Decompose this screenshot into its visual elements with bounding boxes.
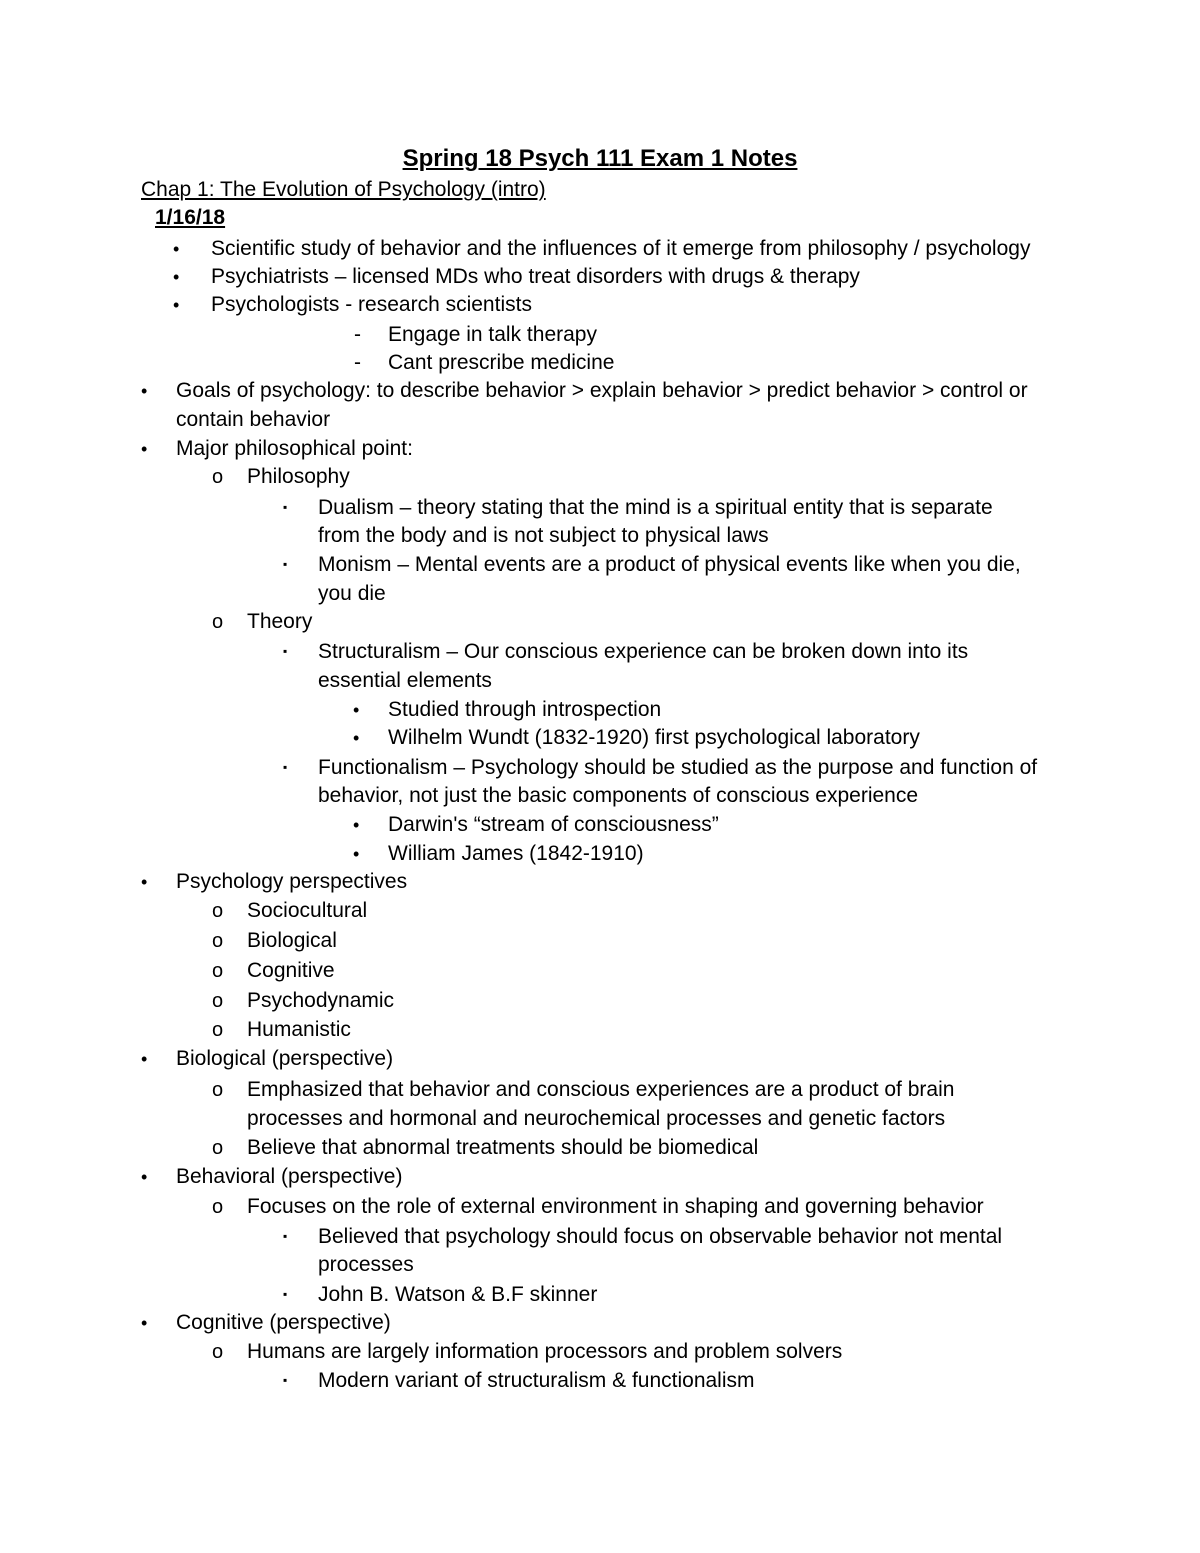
list-item-text: Cant prescribe medicine bbox=[388, 351, 615, 374]
list-item-text: essential elements bbox=[318, 669, 492, 692]
list-item-continuation bbox=[318, 1251, 414, 1279]
list-item bbox=[283, 638, 968, 668]
list-item-continuation bbox=[318, 522, 769, 550]
list-item-text: Dualism – theory stating that the mind is a spiritual entity that is separate bbox=[318, 496, 993, 519]
list-item-text: Cognitive bbox=[247, 959, 335, 982]
list-item-text: you die bbox=[318, 582, 386, 605]
bullet-square-icon: ▪ bbox=[283, 1373, 288, 1387]
bullet-disc-icon: • bbox=[173, 295, 180, 315]
list-item-text: Psychologists - research scientists bbox=[211, 293, 532, 316]
bullet-circle-icon: o bbox=[212, 1137, 224, 1159]
bullet-square-icon: ▪ bbox=[283, 644, 288, 658]
list-item-continuation bbox=[318, 782, 918, 810]
bullet-circle-icon: o bbox=[212, 1079, 224, 1101]
list-item bbox=[283, 551, 1021, 581]
list-item-text: Psychiatrists – licensed MDs who treat disorders with drugs & therapy bbox=[211, 265, 860, 288]
list-item bbox=[212, 927, 337, 955]
list-item bbox=[212, 1016, 351, 1044]
bullet-disc-icon: • bbox=[141, 872, 148, 892]
list-item-text: Functionalism – Psychology should be studied as the purpose and function of bbox=[318, 756, 1038, 779]
list-item-text: Emphasized that behavior and conscious experiences are a product of brain bbox=[247, 1078, 955, 1101]
list-item-continuation bbox=[318, 667, 492, 695]
list-item bbox=[283, 1223, 1002, 1253]
list-item-text: Biological (perspective) bbox=[176, 1047, 394, 1070]
page-title: Spring 18 Psych 111 Exam 1 Notes bbox=[402, 145, 798, 172]
list-item bbox=[283, 1281, 597, 1311]
list-item-text: Darwin's “stream of consciousness” bbox=[388, 813, 719, 836]
bullet-disc-icon: • bbox=[141, 439, 148, 459]
bullet-disc-icon: • bbox=[353, 844, 360, 864]
list-item-text: Behavioral (perspective) bbox=[176, 1165, 403, 1188]
list-item-text: Monism – Mental events are a product of physical events like when you die, bbox=[318, 553, 1021, 576]
bullet-dash-icon: - bbox=[354, 351, 361, 374]
list-item bbox=[141, 868, 407, 896]
bullet-circle-icon: o bbox=[212, 1019, 224, 1041]
bullet-circle-icon: o bbox=[212, 990, 224, 1012]
bullet-disc-icon: • bbox=[173, 239, 180, 259]
list-item bbox=[283, 1367, 755, 1397]
list-item-text: Psychology perspectives bbox=[176, 870, 408, 893]
list-item-continuation bbox=[318, 580, 386, 608]
list-item-text: Goals of psychology: to describe behavior > explain behavior > predict behavior > control or bbox=[176, 379, 1028, 402]
list-item-text: Theory bbox=[247, 610, 313, 633]
bullet-circle-icon: o bbox=[212, 1196, 224, 1218]
list-item-text: Humans are largely information processors and problem solvers bbox=[247, 1340, 843, 1363]
list-item bbox=[212, 1338, 842, 1366]
chapter-heading: Chap 1: The Evolution of Psychology (intro) bbox=[141, 178, 546, 201]
bullet-disc-icon: • bbox=[141, 1049, 148, 1069]
list-item bbox=[212, 957, 335, 985]
list-item bbox=[212, 987, 394, 1015]
list-item-continuation bbox=[176, 406, 330, 434]
list-item bbox=[354, 321, 597, 349]
list-item bbox=[173, 263, 860, 291]
list-item-text: Scientific study of behavior and the influences of it emerge from philosophy / psychology bbox=[211, 237, 1031, 260]
list-item bbox=[212, 1193, 984, 1221]
list-item bbox=[173, 235, 1030, 263]
list-item-text: Major philosophical point: bbox=[176, 437, 413, 460]
bullet-square-icon: ▪ bbox=[283, 557, 288, 571]
list-item bbox=[354, 349, 614, 377]
list-item-text: Studied through introspection bbox=[388, 698, 662, 721]
bullet-disc-icon: • bbox=[141, 1313, 148, 1333]
list-item-text: Engage in talk therapy bbox=[388, 323, 597, 346]
list-item bbox=[353, 840, 644, 868]
list-item-text: Philosophy bbox=[247, 465, 350, 488]
bullet-disc-icon: • bbox=[353, 815, 360, 835]
list-item-text: from the body and is not subject to physical laws bbox=[318, 524, 769, 547]
bullet-disc-icon: • bbox=[173, 267, 180, 287]
list-item-text: Structuralism – Our conscious experience can be broken down into its bbox=[318, 640, 969, 663]
bullet-disc-icon: • bbox=[353, 700, 360, 720]
list-item-text: John B. Watson & B.F skinner bbox=[318, 1283, 598, 1306]
list-item bbox=[212, 1134, 758, 1162]
list-item bbox=[353, 724, 920, 752]
list-item-text: contain behavior bbox=[176, 408, 331, 431]
list-item bbox=[212, 463, 350, 491]
list-item bbox=[141, 1163, 402, 1191]
bullet-disc-icon: • bbox=[141, 381, 148, 401]
list-item-text: Sociocultural bbox=[247, 899, 368, 922]
list-item bbox=[141, 1045, 393, 1073]
list-item bbox=[141, 435, 413, 463]
list-item-continuation bbox=[247, 1105, 945, 1133]
list-item-text: processes bbox=[318, 1253, 414, 1276]
bullet-circle-icon: o bbox=[212, 960, 224, 982]
list-item-text: behavior, not just the basic components of conscious experience bbox=[318, 784, 919, 807]
list-item-text: Cognitive (perspective) bbox=[176, 1311, 391, 1334]
list-item bbox=[283, 754, 1037, 784]
bullet-dash-icon: - bbox=[354, 323, 361, 346]
bullet-circle-icon: o bbox=[212, 930, 224, 952]
bullet-circle-icon: o bbox=[212, 900, 224, 922]
list-item-text: Modern variant of structuralism & functionalism bbox=[318, 1369, 755, 1392]
list-item-text: Biological bbox=[247, 929, 337, 952]
list-item bbox=[212, 1076, 954, 1104]
date-heading: 1/16/18 bbox=[155, 206, 226, 229]
list-item-text: Believed that psychology should focus on observable behavior not mental bbox=[318, 1225, 1003, 1248]
bullet-circle-icon: o bbox=[212, 611, 224, 633]
list-item bbox=[141, 1309, 391, 1337]
list-item-text: Psychodynamic bbox=[247, 989, 395, 1012]
list-item bbox=[141, 377, 1028, 405]
bullet-circle-icon: o bbox=[212, 1341, 224, 1363]
list-item bbox=[283, 494, 993, 524]
list-item bbox=[353, 696, 661, 724]
list-item-text: Focuses on the role of external environment in shaping and governing behavior bbox=[247, 1195, 984, 1218]
bullet-square-icon: ▪ bbox=[283, 760, 288, 774]
list-item bbox=[353, 811, 719, 839]
list-item-text: William James (1842-1910) bbox=[388, 842, 644, 865]
list-item bbox=[173, 291, 532, 319]
bullet-disc-icon: • bbox=[353, 728, 360, 748]
bullet-square-icon: ▪ bbox=[283, 500, 288, 514]
list-item-text: Wilhelm Wundt (1832-1920) first psychological laboratory bbox=[388, 726, 920, 749]
list-item bbox=[212, 897, 367, 925]
bullet-square-icon: ▪ bbox=[283, 1229, 288, 1243]
list-item-text: processes and hormonal and neurochemical processes and genetic factors bbox=[247, 1107, 946, 1130]
list-item bbox=[212, 608, 312, 636]
bullet-square-icon: ▪ bbox=[283, 1287, 288, 1301]
bullet-circle-icon: o bbox=[212, 466, 224, 488]
list-item-text: Believe that abnormal treatments should be biomedical bbox=[247, 1136, 759, 1159]
bullet-disc-icon: • bbox=[141, 1167, 148, 1187]
list-item-text: Humanistic bbox=[247, 1018, 351, 1041]
